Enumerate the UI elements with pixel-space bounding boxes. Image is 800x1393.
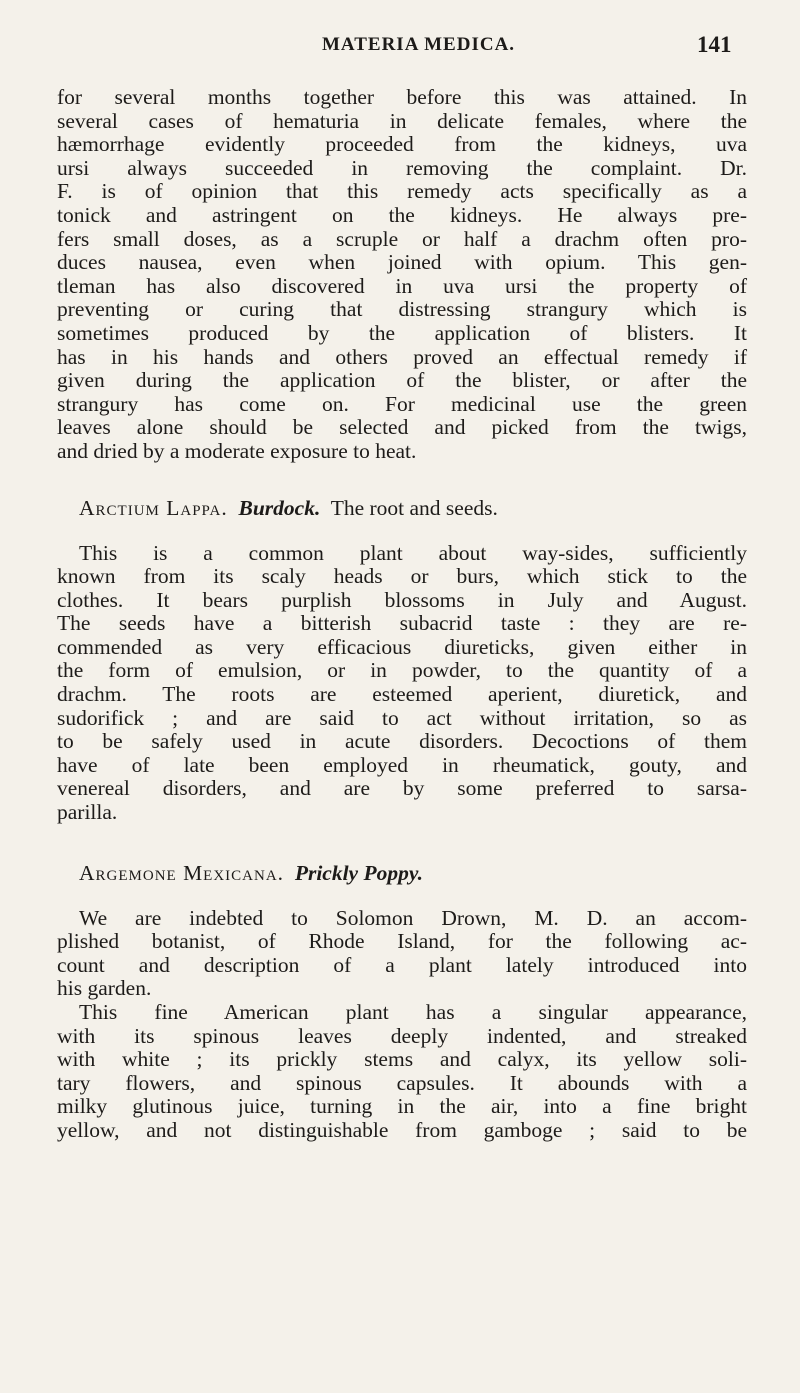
text-line: strangury has come on. For medicinal use the green — [57, 391, 747, 416]
text-line: with its spinous leaves deeply indented, and streaked — [57, 1023, 747, 1048]
text-line: known from its scaly heads or burs, which stick to the — [57, 564, 747, 589]
text-line: F. is of opinion that this remedy acts specifically as a — [57, 179, 747, 204]
page-body — [57, 86, 747, 1143]
latin-name: Arctium Lappa. — [79, 495, 228, 520]
common-name: Burdock. — [238, 495, 321, 520]
text-line: This is a common plant about way-sides, sufficiently — [79, 540, 747, 565]
text-line: drachm. The roots are esteemed aperient, diuretick, and — [57, 682, 747, 707]
text-line: given during the application of the blister, or after the — [57, 368, 747, 393]
text-line: fers small doses, as a scruple or half a drachm often pro- — [57, 226, 747, 251]
text-line: preventing or curing that distressing strangury which is — [57, 297, 747, 322]
text-line: the form of emulsion, or in powder, to the quantity of a — [57, 658, 747, 683]
page-number: 141 — [697, 32, 732, 57]
text-line: duces nausea, even when joined with opium. This gen- — [57, 250, 747, 275]
paragraph-argemone-intro — [57, 907, 747, 1001]
text-line: has in his hands and others proved an effectual remedy if — [57, 344, 747, 369]
text-line: plished botanist, of Rhode Island, for the following ac- — [57, 929, 747, 954]
text-line: parilla. — [57, 800, 118, 825]
text-line: with white ; its prickly stems and calyx, its yellow soli- — [57, 1047, 747, 1072]
entry-heading-argemone-mexicana — [79, 861, 747, 885]
common-name: Prickly Poppy. — [294, 860, 423, 885]
text-line: ursi always succeeded in removing the complaint. Dr. — [57, 155, 747, 180]
text-line: for several months together before this was attained. In — [57, 85, 747, 109]
text-line: several cases of hematuria in delicate females, where the — [57, 108, 747, 133]
text-line: sometimes produced by the application of blisters. It — [57, 320, 747, 345]
text-line: We are indebted to Solomon Drown, M. D. an accom- — [79, 905, 747, 930]
text-line: yellow, and not distinguishable from gamboge ; said to be — [57, 1117, 747, 1142]
text-line: tonick and astringent on the kidneys. He always pre- — [57, 202, 747, 227]
text-line: commended as very efficacious diureticks, given either in — [57, 634, 747, 659]
paragraph-burdock — [57, 542, 747, 825]
text-line: The seeds have a bitterish subacrid taste : they are re- — [57, 611, 747, 636]
text-line: sudorifick ; and are said to act without irritation, so as — [57, 705, 747, 730]
text-line: tleman has also discovered in uva ursi the property of — [57, 273, 747, 298]
text-line: to be safely used in acute disorders. Decoctions of them — [57, 729, 747, 754]
entry-heading-arctium-lappa — [79, 496, 747, 520]
text-line: his garden. — [57, 976, 152, 1001]
paragraph-argemone-description — [57, 1001, 747, 1143]
paragraph-uva-ursi — [57, 86, 747, 464]
latin-name: Argemone Mexicana. — [79, 860, 285, 885]
text-line: milky glutinous juice, turning in the air, into a fine bright — [57, 1094, 747, 1119]
running-title: MATERIA MEDICA. — [322, 34, 516, 55]
text-line: This fine American plant has a singular appearance, — [79, 1000, 747, 1024]
text-line: hæmorrhage evidently proceeded from the kidneys, uva — [57, 132, 747, 157]
parts-used: The root and seeds. — [330, 495, 498, 520]
text-line: leaves alone should be selected and picked from the twigs, — [57, 415, 747, 440]
text-line: clothes. It bears purplish blossoms in July and August. — [57, 587, 747, 612]
text-line: count and description of a plant lately introduced into — [57, 952, 747, 977]
text-line: have of late been employed in rheumatick, gouty, and — [57, 752, 747, 777]
text-line: and dried by a moderate exposure to heat. — [57, 438, 417, 463]
text-line: tary flowers, and spinous capsules. It abounds with a — [57, 1070, 747, 1095]
running-header — [0, 34, 800, 62]
text-line: venereal disorders, and are by some preferred to sarsa- — [57, 776, 747, 801]
